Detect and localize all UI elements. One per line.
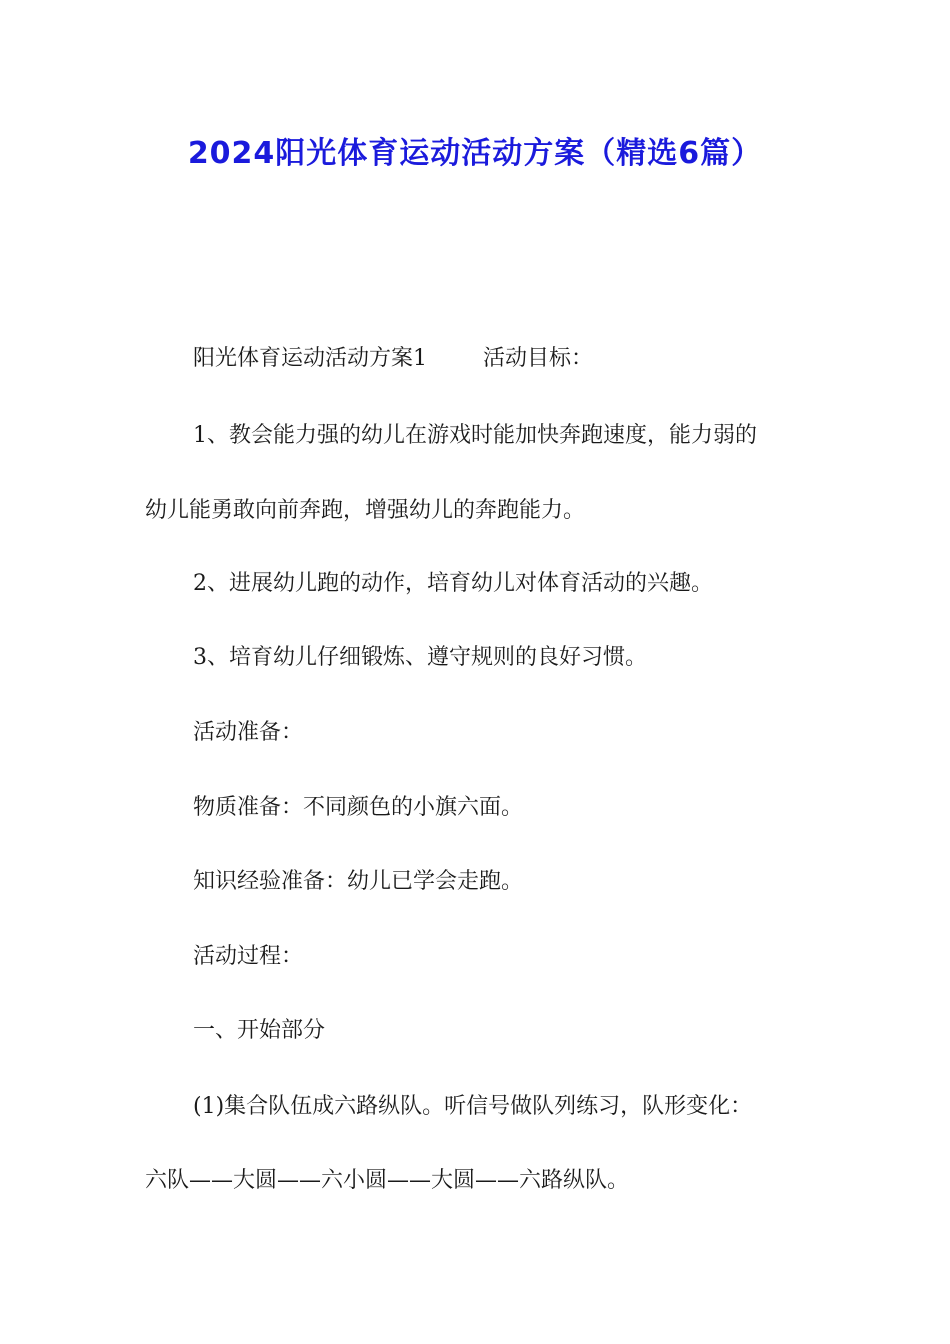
- paragraph-line: 1、教会能力强的幼儿在游戏时能加快奔跑速度，能力弱的: [193, 423, 757, 448]
- paragraph-line: 六队——大圆——六小圆——大圆——六路纵队。: [145, 1168, 630, 1193]
- paragraph-line: 物质准备：不同颜色的小旗六面。: [193, 795, 524, 820]
- paragraph-line: 活动过程：: [193, 944, 304, 969]
- paragraph-line: 2、进展幼儿跑的动作，培育幼儿对体育活动的兴趣。: [193, 571, 713, 596]
- document-title: 2024阳光体育运动活动方案（精选6篇）: [187, 136, 763, 171]
- paragraph-line: 幼儿能勇敢向前奔跑，增强幼儿的奔跑能力。: [145, 498, 586, 523]
- section-heading: 阳光体育运动活动方案1: [193, 346, 427, 371]
- paragraph-line: 一、开始部分: [193, 1018, 326, 1043]
- paragraph-line: 活动准备：: [193, 720, 304, 745]
- paragraph-line: 3、培育幼儿仔细锻炼、遵守规则的良好习惯。: [193, 645, 647, 670]
- paragraph-line: 知识经验准备：幼儿已学会走跑。: [193, 869, 524, 894]
- paragraph-line: [193, 344, 863, 374]
- line-text: 活动目标：: [483, 346, 594, 371]
- paragraph-line: (1)集合队伍成六路纵队。听信号做队列练习，队形变化：: [193, 1094, 753, 1119]
